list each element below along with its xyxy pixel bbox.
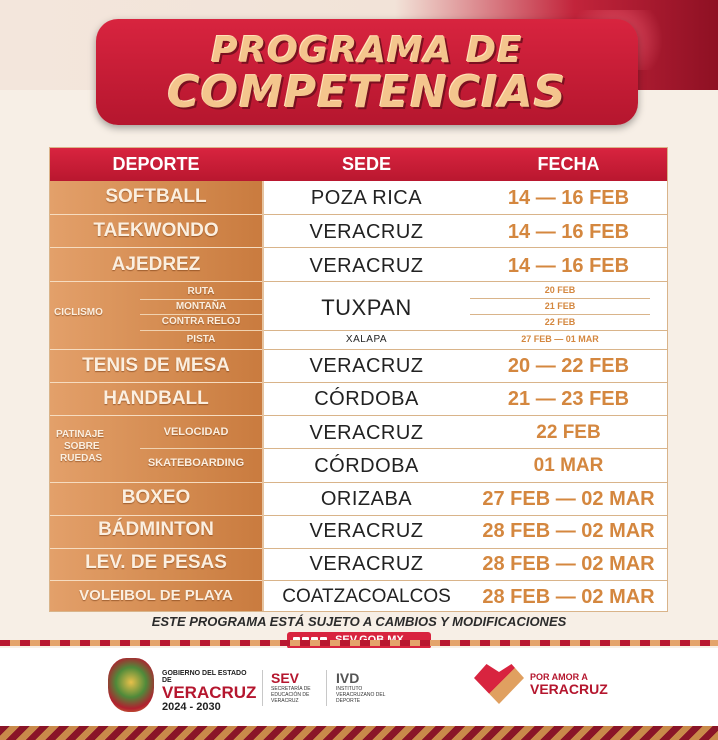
gov-logo [162,670,257,713]
footer-pattern-top [0,640,718,646]
gov-state-name: VERACRUZ [162,683,257,702]
fecha-ciclismo-montana: 21 FEB [544,301,576,311]
sport-patinaje-line3: RUEDAS [60,453,103,464]
subsport-velocidad: VELOCIDAD [163,426,229,438]
fecha-patinaje-velocidad: 22 FEB [536,422,601,443]
sede-tenis-de-mesa: VERACRUZ [309,355,424,377]
sede-taekwondo: VERACRUZ [309,221,424,243]
sport-ajedrez: AJEDREZ [111,254,201,275]
ivd-title: IVD [336,670,360,686]
fecha-ciclismo-contra-reloj: 22 FEB [544,317,576,327]
fecha-badminton: 28 FEB — 02 MAR [482,520,655,542]
sport-tenis-de-mesa: TENIS DE MESA [82,355,230,376]
subsport-skateboarding: SKATEBOARDING [147,457,245,469]
sede-lev-de-pesas: VERACRUZ [309,553,424,575]
sport-voleibol-de-playa: VOLEIBOL DE PLAYA [79,587,233,604]
disclaimer-note: ESTE PROGRAMA ESTÁ SUJETO A CAMBIOS Y MODIFICACIONES [151,614,567,629]
sport-patinaje-line2: SOBRE [64,441,100,452]
por-amor-logo [530,672,630,696]
ivd-subtitle: INSTITUTO VERACRUZANO DEL DEPORTE [336,686,386,704]
sede-handball: CÓRDOBA [314,388,419,410]
divider [262,670,263,706]
footer-pattern-bottom [0,726,718,740]
fecha-ajedrez: 14 — 16 FEB [507,255,630,277]
veracruz-crest-icon [108,658,154,712]
sport-taekwondo: TAEKWONDO [93,220,219,241]
fecha-tenis-de-mesa: 20 — 22 FEB [507,355,630,377]
sede-ciclismo-xalapa: XALAPA [345,334,388,345]
title-banner [96,19,638,125]
header-deporte: DEPORTE [112,154,200,174]
fecha-patinaje-skate: 01 MAR [533,455,604,476]
ivd-logo [336,670,386,704]
sede-ciclismo-tuxpan: TUXPAN [321,295,412,320]
sport-softball: SOFTBALL [105,186,207,207]
sev-title: SEV [271,670,300,686]
fecha-taekwondo: 14 — 16 FEB [507,221,630,243]
fecha-boxeo: 27 FEB — 02 MAR [482,488,655,510]
sede-patinaje-velocidad: VERACRUZ [309,422,424,444]
gov-small-text: GOBIERNO DEL ESTADO DE [162,670,247,684]
competition-table [49,147,668,612]
divider [326,670,327,706]
sede-softball: POZA RICA [310,187,423,209]
subsport-contra-reloj: CONTRA RELOJ [161,316,241,327]
sede-patinaje-skate: CÓRDOBA [314,455,419,477]
fecha-ciclismo-pista: 27 FEB — 01 MAR [521,334,599,344]
subsport-ruta: RUTA [187,286,215,297]
title-line-2: COMPETENCIAS [167,67,567,118]
fecha-softball: 14 — 16 FEB [507,187,630,209]
sev-subtitle: SECRETARÍA DE EDUCACIÓN DE VERACRUZ [271,686,311,704]
sport-lev-de-pesas: LEV. DE PESAS [85,552,227,573]
subsport-pista: PISTA [186,334,216,345]
sport-badminton: BÁDMINTON [98,519,214,540]
fecha-ciclismo-ruta: 20 FEB [544,285,576,295]
sport-ciclismo: CICLISMO [54,307,103,318]
fecha-handball: 21 — 23 FEB [507,388,630,410]
sport-patinaje-line1: PATINAJE [56,429,104,440]
gov-years: 2024 - 2030 [162,701,221,713]
sport-handball: HANDBALL [103,388,209,409]
header-sede: SEDE [341,154,392,174]
sede-badminton: VERACRUZ [309,520,424,542]
header-fecha: FECHA [537,154,600,174]
sport-patinaje [56,429,120,465]
sede-boxeo: ORIZABA [320,488,413,510]
sport-boxeo: BOXEO [121,487,191,508]
table-header [50,148,667,181]
amor-big-text: VERACRUZ [530,681,608,697]
fecha-voleibol-de-playa: 28 FEB — 02 MAR [482,586,655,608]
title-line-1: PROGRAMA DE [211,30,523,71]
sede-voleibol-de-playa: COATZACOALCOS [282,586,451,607]
subsport-montana: MONTAÑA [175,301,227,312]
sede-ajedrez: VERACRUZ [309,255,424,277]
sev-logo [271,670,317,704]
fecha-lev-de-pesas: 28 FEB — 02 MAR [482,553,655,575]
amor-small-text: POR AMOR A [530,672,588,682]
